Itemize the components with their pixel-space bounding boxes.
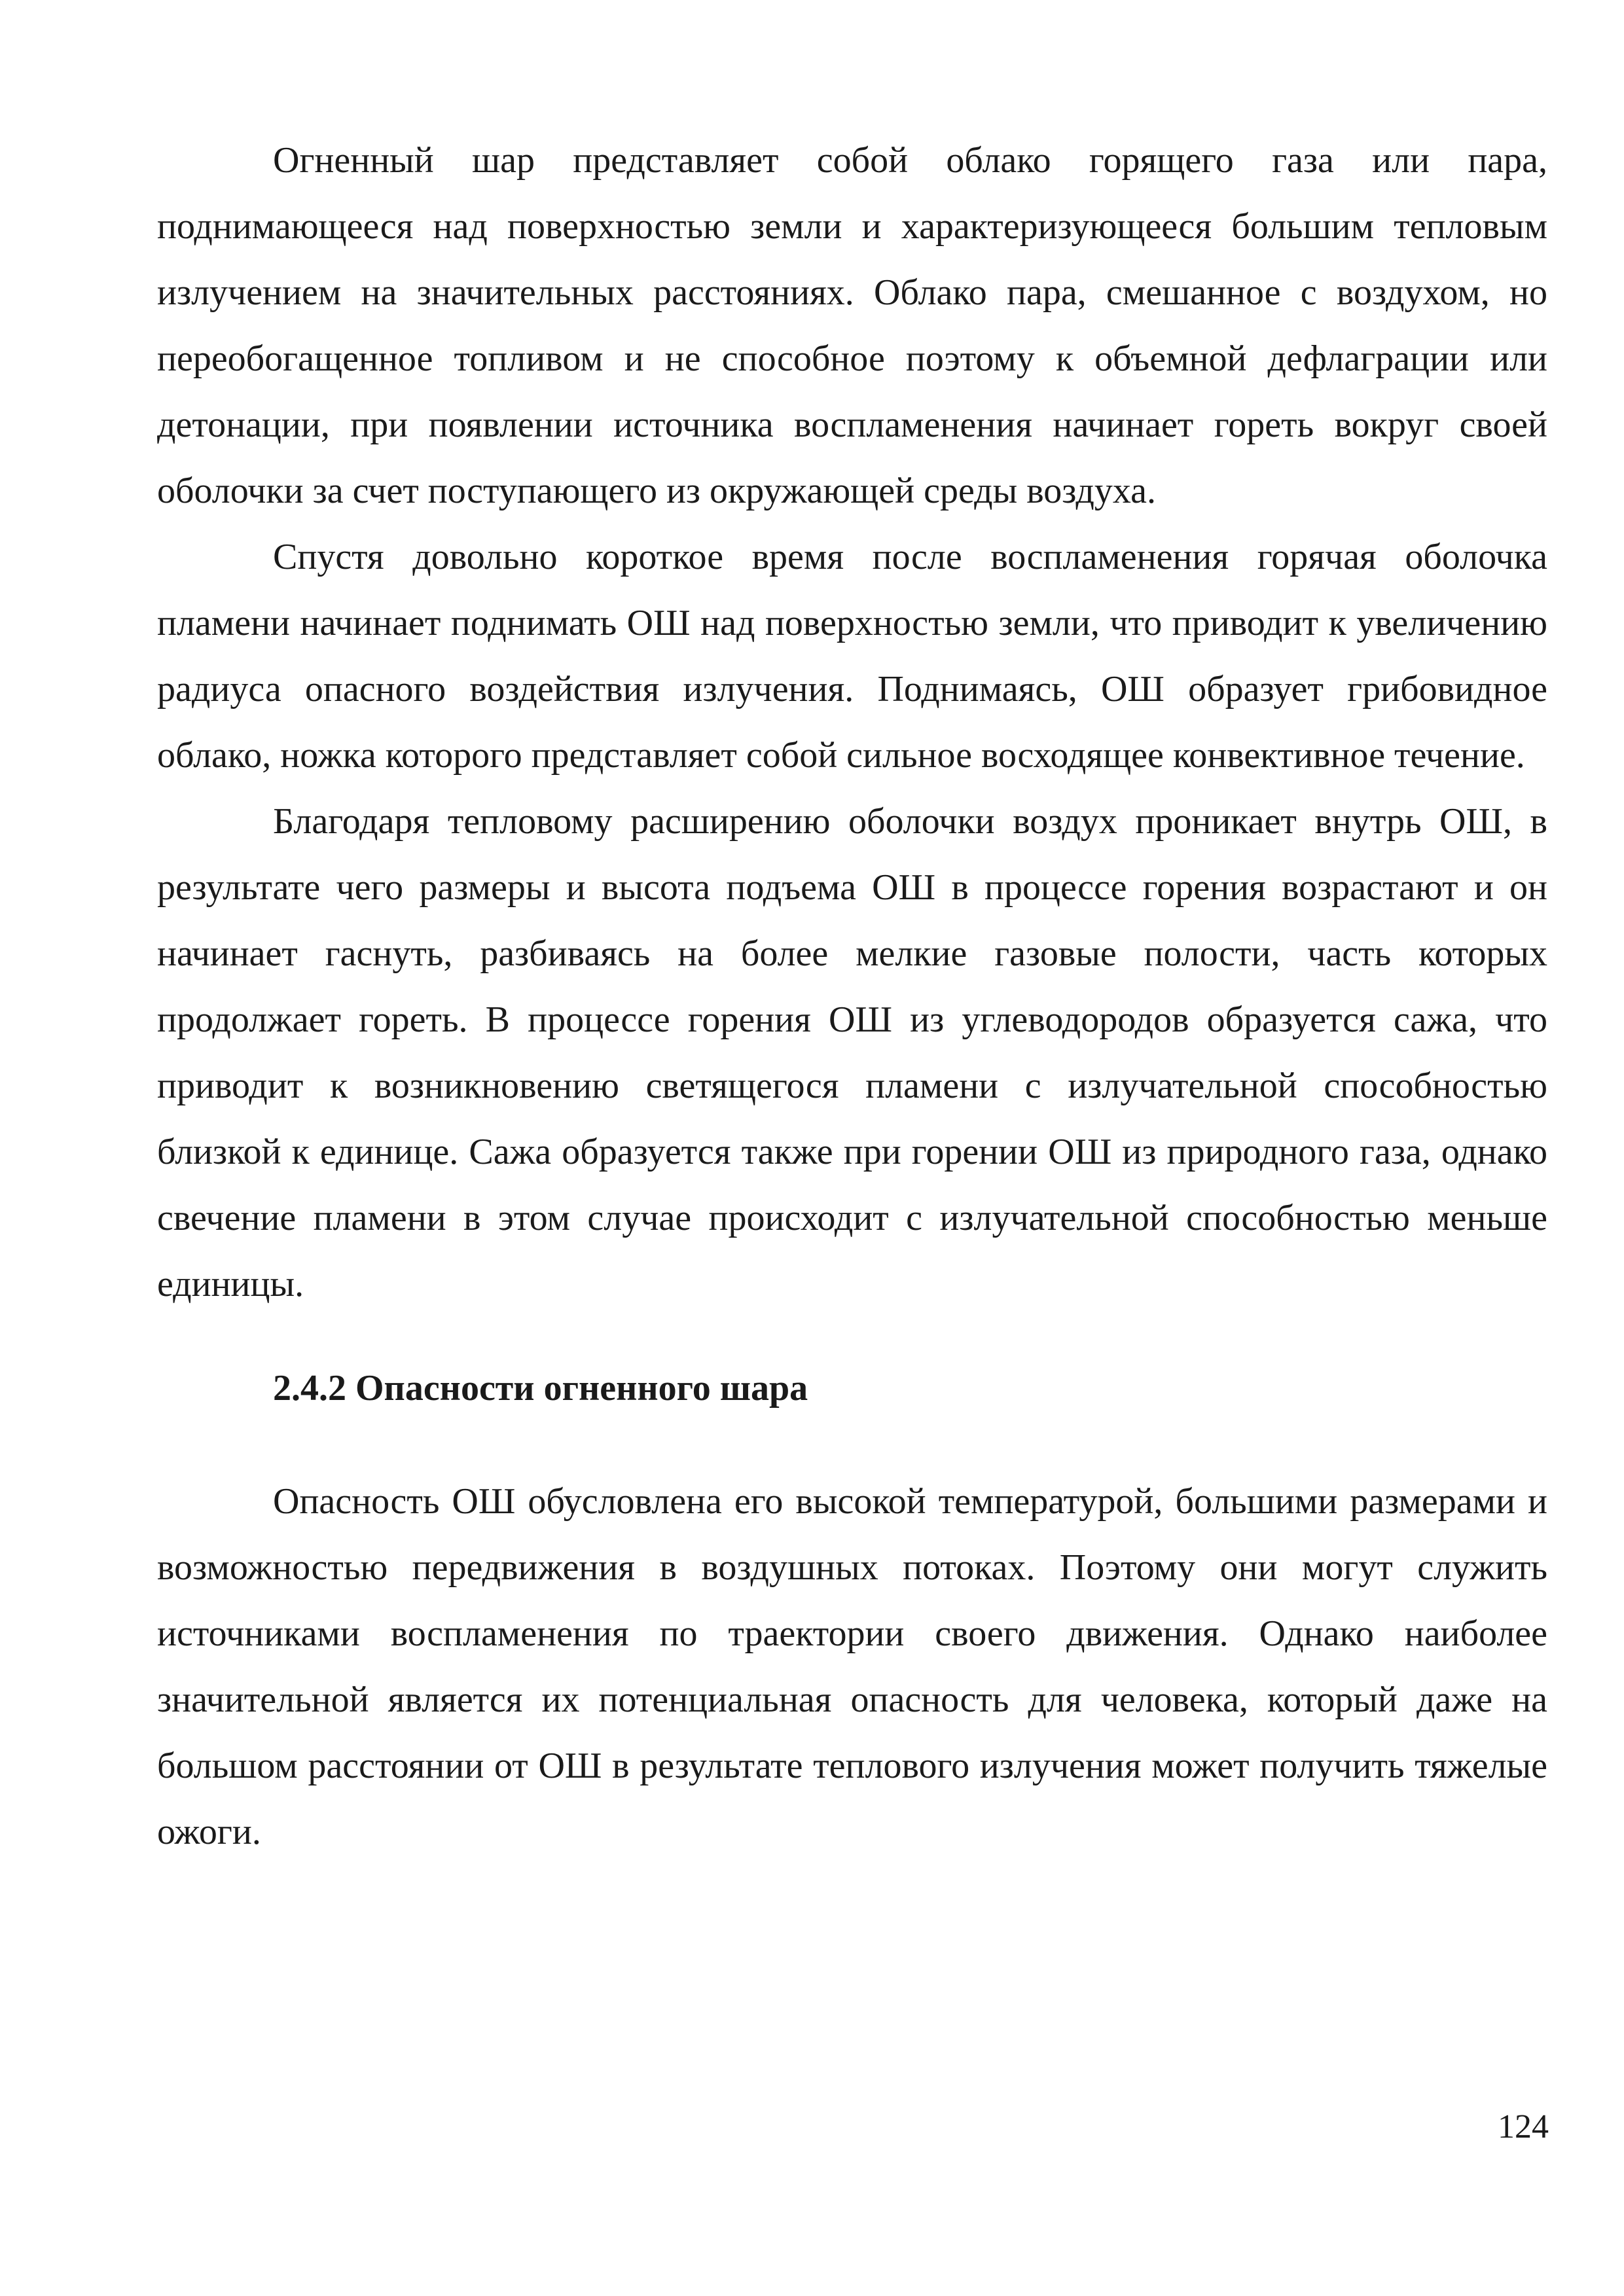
section-heading-block (157, 1355, 1547, 1422)
document-page (157, 128, 1547, 1865)
paragraph-fireball-combustion: Благодаря тепловому расширению оболочки воздух проникает внутрь ОШ, в результате чего размеры и высота подъема ОШ в процессе горения возрастают и он начинает гаснуть, разбиваясь на более мелкие газовые полости, часть которых продолжает гореть. В процессе горения ОШ из углеводородов образуется сажа, что приводит к возникновению светящегося пламени с излучательной способностью близкой к единице. Сажа образуется также при горении ОШ из природного газа, однако свечение пламени в этом случае происходит с излучательной способностью меньше единицы. (157, 801, 1547, 1304)
paragraph-fireball-definition: Огненный шар представляет собой облако горящего газа или пара, поднимающееся над поверхностью земли и характеризующееся большим тепловым излучением на значительных расстояниях. Облако пара, смешанное с воздухом, но переобогащенное топливом и не способное поэтому к объемной дефлаграции или детонации, при появлении источника воспламенения начинает гореть вокруг своей оболочки за счет поступающего из окружающей среды воздуха. (157, 140, 1547, 511)
page-number: 124 (1498, 2108, 1549, 2145)
paragraph-fireball-rise: Спустя довольно короткое время после воспламенения горячая оболочка пламени начинает поднимать ОШ над поверхностью земли, что приводит к увеличению радиуса опасного воздействия излучения. Поднимаясь, ОШ образует грибовидное облако, ножка которого представляет собой сильное восходящее конвективное течение. (157, 537, 1547, 776)
section-heading: 2.4.2 Опасности огненного шара (273, 1368, 808, 1408)
paragraph-fireball-hazards: Опасность ОШ обусловлена его высокой температурой, большими размерами и возможностью передвижения в воздушных потоках. Поэтому они могут служить источниками воспламенения по траектории своего движения. Однако наиболее значительной является их потенциальная опасность для человека, который даже на большом расстоянии от ОШ в результате теплового излучения может получить тяжелые ожоги. (157, 1481, 1547, 1852)
